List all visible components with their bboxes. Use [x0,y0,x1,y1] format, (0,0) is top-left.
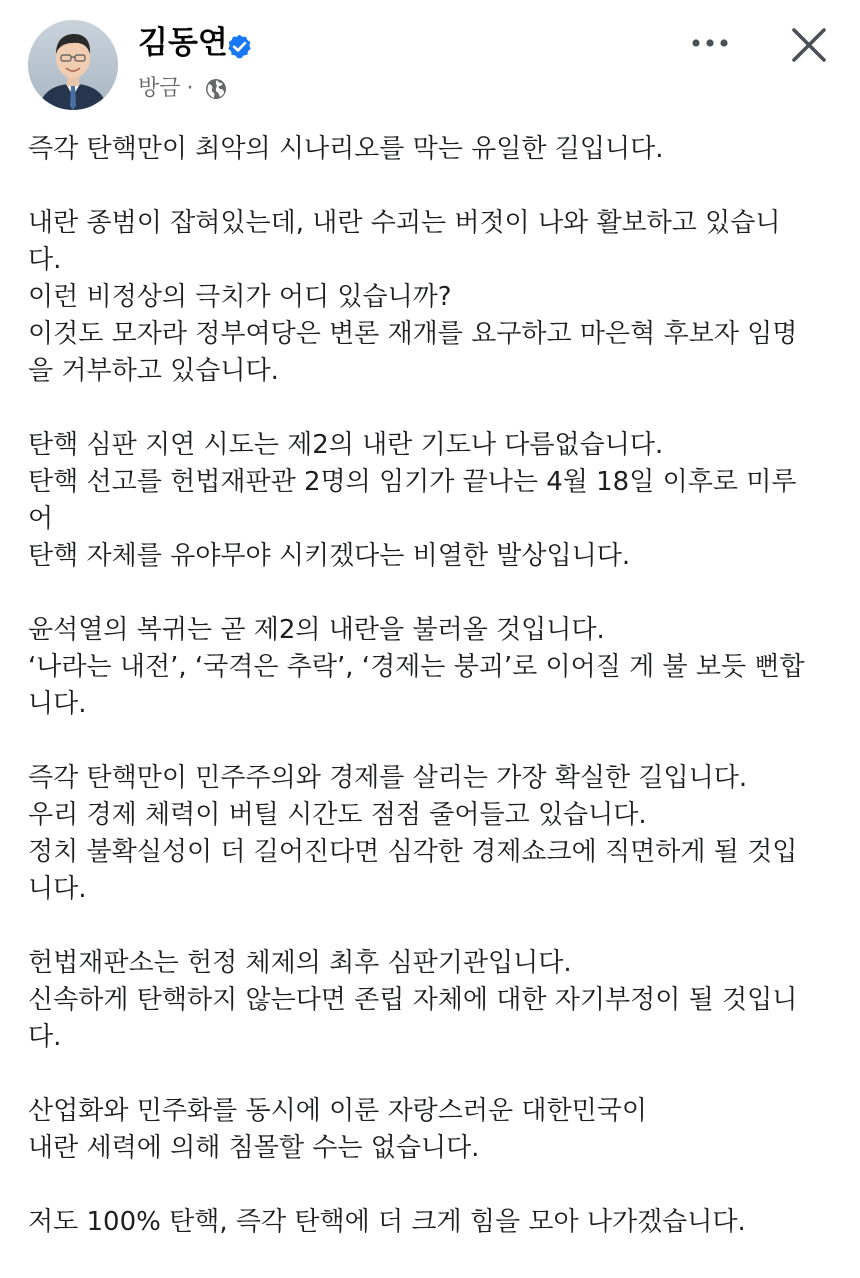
avatar[interactable] [28,20,118,110]
post-text-line: 내란 세력에 의해 침몰할 수는 없습니다. [28,1133,480,1163]
post-text-line: 이런 비정상의 극치가 어디 있습니까? [28,282,452,312]
post-text-line: ‘나라는 내전’, ‘국격은 추락’, ‘경제는 붕괴’로 이어질 게 불 보듯 뻔합 [28,652,805,682]
close-icon [786,22,832,68]
post-text-line: 어 [28,504,54,534]
post-text-line: 헌법재판소는 헌정 체제의 최후 심판기관입니다. [28,948,572,978]
post-text-line: 다. [28,1022,62,1052]
post-paragraph [28,205,838,390]
post-text-line: 탄핵 심판 지연 시도는 제2의 내란 기도나 다름없습니다. [28,430,664,460]
post-meta [138,74,228,104]
post-text-line: 이것도 모자라 정부여당은 변론 재개를 요구하고 마은혁 후보자 임명 [28,319,798,349]
close-button[interactable] [786,22,832,68]
post-paragraph [28,1204,838,1241]
post-text-line: 니다. [28,689,87,719]
author-name[interactable]: 김동연 [138,25,228,61]
meta-separator: · [186,76,194,101]
verified-badge-icon [226,33,253,60]
post-paragraph [28,427,838,575]
globe-icon[interactable] [204,77,228,101]
timestamp[interactable]: 방금 [138,76,181,101]
post-header [0,0,860,120]
post-text-line: 저도 100% 탄핵, 즉각 탄핵에 더 크게 힘을 모아 나가겠습니다. [28,1207,746,1237]
post-text-line: 윤석열의 복귀는 곧 제2의 내란을 불러올 것입니다. [28,615,605,645]
post-text-line: 탄핵 선고를 헌법재판관 2명의 임기가 끝나는 4월 18일 이후로 미루 [28,467,797,497]
post-text-line: 신속하게 탄핵하지 않는다면 존립 자체에 대한 자기부정이 될 것입니 [28,985,798,1015]
post-text-line: 탄핵 자체를 유야무야 시키겠다는 비열한 발상입니다. [28,541,631,571]
more-options-icon [690,38,730,48]
post-text-line: 내란 종범이 잡혀있는데, 내란 수괴는 버젓이 나와 활보하고 있습니 [28,208,781,238]
post-paragraph [28,131,838,168]
post-text-line: 니다. [28,874,87,904]
post-text-line: 다. [28,245,62,275]
post-text-line: 산업화와 민주화를 동시에 이룬 자랑스러운 대한민국이 [28,1096,647,1126]
post-text-line: 을 거부하고 있습니다. [28,356,279,386]
post-paragraph [28,760,838,908]
post-text-line: 즉각 탄핵만이 최악의 시나리오를 막는 유일한 길입니다. [28,134,664,164]
post-text [28,131,838,1278]
post-text-line: 즉각 탄핵만이 민주주의와 경제를 살리는 가장 확실한 길입니다. [28,763,748,793]
profile-photo [28,20,118,110]
more-options-button[interactable] [688,28,732,58]
post-paragraph [28,1093,838,1167]
post-text-line: 우리 경제 체력이 버틸 시간도 점점 줄어들고 있습니다. [28,800,647,830]
post-paragraph [28,945,838,1056]
post-text-line: 정치 불확실성이 더 길어진다면 심각한 경제쇼크에 직면하게 될 것입 [28,837,798,867]
post-paragraph [28,612,838,723]
